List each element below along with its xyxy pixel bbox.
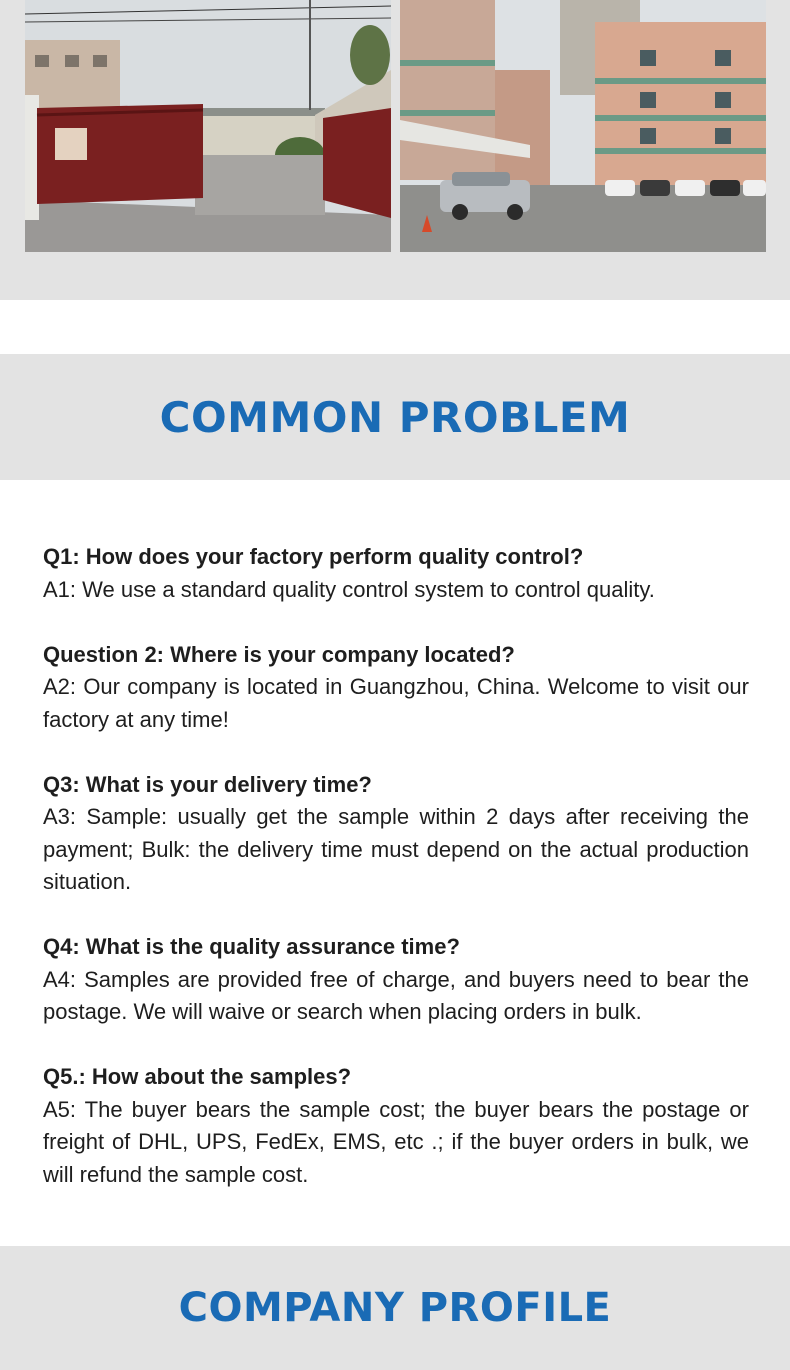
faq-question: Q1: How does your factory perform quality control? xyxy=(43,544,584,569)
faq-item xyxy=(43,1061,749,1191)
faq-item xyxy=(43,639,749,737)
faq-list xyxy=(43,541,749,1224)
company-profile-title: COMPANY PROFILE xyxy=(178,1285,612,1331)
faq-answer: A2: Our company is located in Guangzhou, China. Welcome to visit our factory at any time! xyxy=(43,674,749,732)
photo-band xyxy=(0,0,790,300)
common-problem-band xyxy=(0,354,790,480)
factory-building-photo xyxy=(400,0,766,252)
faq-question: Q4: What is the quality assurance time? xyxy=(43,934,460,959)
common-problem-title: COMMON PROBLEM xyxy=(159,392,631,442)
faq-question: Question 2: Where is your company located? xyxy=(43,641,515,667)
factory-gate-photo xyxy=(25,0,391,252)
faq-item xyxy=(43,541,749,606)
faq-item xyxy=(43,931,749,1029)
faq-item xyxy=(43,769,749,899)
faq-answer: A1: We use a standard quality control system to control quality. xyxy=(43,576,655,602)
faq-question: Q3: What is your delivery time? xyxy=(43,771,372,797)
faq-answer: A4: Samples are provided free of charge, and buyers need to bear the postage. We will waive or search when placing orders in bulk. xyxy=(43,966,749,1024)
faq-answer: A3: Sample: usually get the sample within 2 days after receiving the payment; Bulk: the delivery time must depend on the actual production situation. xyxy=(43,804,749,894)
faq-answer: A5: The buyer bears the sample cost; the buyer bears the postage or freight of DHL, UPS, FedEx, EMS, etc .; if the buyer orders in bulk, we will refund the sample cost. xyxy=(43,1096,749,1187)
factory-gate-image xyxy=(25,0,391,252)
factory-building-image xyxy=(400,0,766,252)
company-profile-band xyxy=(0,1246,790,1370)
faq-question: Q5.: How about the samples? xyxy=(43,1064,352,1089)
